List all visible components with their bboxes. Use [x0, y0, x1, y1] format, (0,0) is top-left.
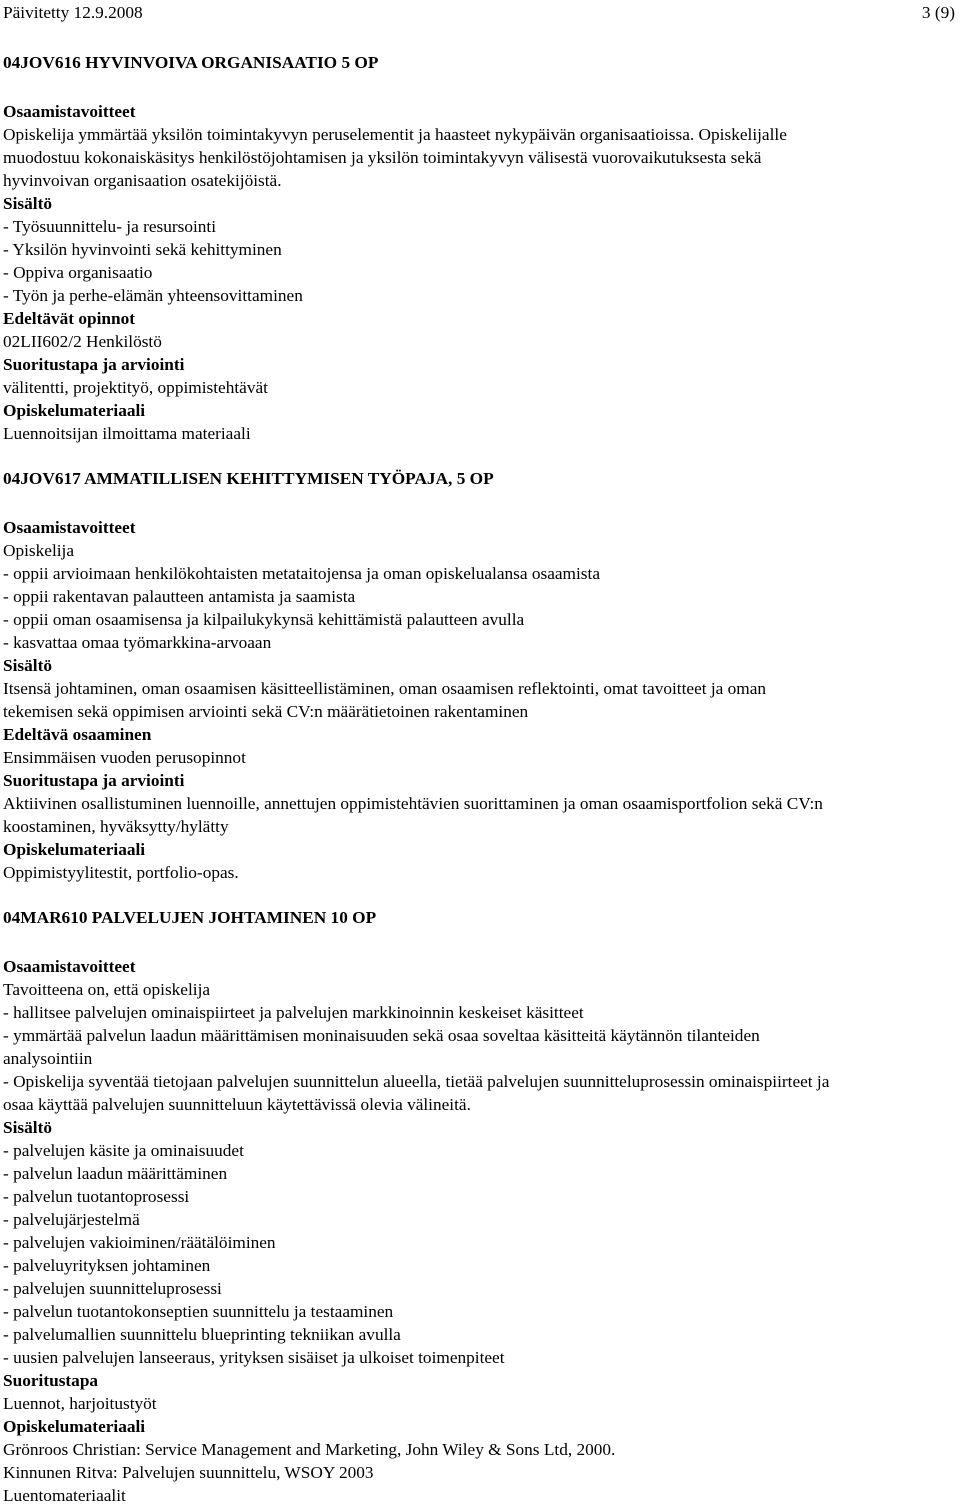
materials-text: Oppimistyylitestit, portfolio-opas.	[3, 863, 239, 882]
goals-line: - oppii rakentavan palautteen antamista ja saamista	[3, 587, 356, 606]
content-item: - palvelun tuotantokonseptien suunnittelu ja testaaminen	[3, 1302, 394, 1321]
prerequisites-heading: Edeltävä osaaminen	[3, 725, 152, 744]
content-line: tekemisen sekä oppimisen arviointi sekä CV:n määrätietoinen rakentaminen	[3, 702, 529, 721]
goals-heading: Osaamistavoitteet	[3, 518, 136, 537]
goals-line: - kasvattaa omaa työmarkkina-arvoaan	[3, 633, 272, 652]
content-item: - palvelujen suunnitteluprosessi	[3, 1279, 222, 1298]
materials-heading: Opiskelumateriaali	[3, 401, 146, 420]
course-section-mar610	[3, 905, 955, 1507]
content-item: - uusien palvelujen lanseeraus, yrityksen sisäiset ja ulkoiset toimenpiteet	[3, 1348, 505, 1367]
goals-line: - oppii arvioimaan henkilökohtaisten metataitojensa ja oman opiskelualansa osaamista	[3, 564, 600, 583]
materials-heading: Opiskelumateriaali	[3, 840, 146, 859]
goals-line: Opiskelija	[3, 541, 75, 560]
assessment-text: välitentti, projektityö, oppimistehtävät	[3, 378, 268, 397]
materials-text: Luennoitsijan ilmoittama materiaali	[3, 424, 251, 443]
content-line: Itsensä johtaminen, oman osaamisen käsitteellistäminen, oman osaamisen reflektointi, omat tavoitteet ja oman	[3, 679, 767, 698]
materials-item: Luentomateriaalit	[3, 1486, 126, 1505]
content-item: - palvelumallien suunnittelu blueprinting tekniikan avulla	[3, 1325, 401, 1344]
method-heading: Suoritustapa	[3, 1371, 99, 1390]
course-title: 04MAR610 PALVELUJEN JOHTAMINEN 10 OP	[3, 908, 377, 927]
materials-heading: Opiskelumateriaali	[3, 1417, 146, 1436]
document-page	[3, 0, 955, 1507]
content-item: - Yksilön hyvinvointi sekä kehittyminen	[3, 240, 282, 259]
page-header	[3, 0, 955, 26]
updated-date: Päivitetty 12.9.2008	[3, 3, 143, 22]
goals-line: Opiskelija ymmärtää yksilön toimintakyvyn peruselementit ja haasteet nykypäivän organisaatioissa. Opiskelijalle	[3, 125, 787, 144]
prerequisites-heading: Edeltävät opinnot	[3, 309, 136, 328]
course-title: 04JOV617 AMMATILLISEN KEHITTYMISEN TYÖPAJA, 5 OP	[3, 469, 494, 488]
goals-heading: Osaamistavoitteet	[3, 102, 136, 121]
content-item: - palvelun tuotantoprosessi	[3, 1187, 190, 1206]
content-item: - palvelun laadun määrittäminen	[3, 1164, 228, 1183]
prerequisites-text: Ensimmäisen vuoden perusopinnot	[3, 748, 246, 767]
goals-line: - hallitsee palvelujen ominaispiirteet ja palvelujen markkinoinnin keskeiset käsitteet	[3, 1003, 584, 1022]
assessment-heading: Suoritustapa ja arviointi	[3, 771, 185, 790]
content-item: - Oppiva organisaatio	[3, 263, 153, 282]
content-item: - Työsuunnittelu- ja resursointi	[3, 217, 217, 236]
goals-line: osaa käyttää palvelujen suunnitteluun käytettävissä olevia välineitä.	[3, 1095, 471, 1114]
content-heading: Sisältö	[3, 1118, 52, 1137]
content-item: - Työn ja perhe-elämän yhteensovittaminen	[3, 286, 303, 305]
assessment-heading: Suoritustapa ja arviointi	[3, 355, 185, 374]
content-item: - palvelujen vakioiminen/räätälöiminen	[3, 1233, 276, 1252]
goals-heading: Osaamistavoitteet	[3, 957, 136, 976]
content-item: - palvelujärjestelmä	[3, 1210, 140, 1229]
materials-item: Grönroos Christian: Service Management and Marketing, John Wiley & Sons Ltd, 2000.	[3, 1440, 616, 1459]
goals-line: Tavoitteena on, että opiskelija	[3, 980, 211, 999]
goals-line: - Opiskelija syventää tietojaan palvelujen suunnittelun alueella, tietää palvelujen suunnitteluprosessin ominaispiirteet ja	[3, 1072, 830, 1091]
page-number: 3 (9)	[921, 3, 955, 22]
course-section-jov616	[3, 50, 955, 445]
content-heading: Sisältö	[3, 656, 52, 675]
course-section-jov617	[3, 466, 955, 884]
goals-line: muodostuu kokonaiskäsitys henkilöstöjohtamisen ja yksilön toimintakyvyn välisestä vuorovaikutuksesta sekä	[3, 148, 762, 167]
content-heading: Sisältö	[3, 194, 52, 213]
goals-line: - ymmärtää palvelun laadun määrittämisen moninaisuuden sekä osaa soveltaa käsitteitä käytännön tilanteiden	[3, 1026, 760, 1045]
assessment-line: Aktiivinen osallistuminen luennoille, annettujen oppimistehtävien suorittaminen ja oman osaamisportfolion sekä CV:n	[3, 794, 823, 813]
assessment-line: koostaminen, hyväksytty/hylätty	[3, 817, 229, 836]
prerequisites-text: 02LII602/2 Henkilöstö	[3, 332, 162, 351]
method-text: Luennot, harjoitustyöt	[3, 1394, 157, 1413]
content-item: - palvelujen käsite ja ominaisuudet	[3, 1141, 244, 1160]
materials-item: Kinnunen Ritva: Palvelujen suunnittelu, WSOY 2003	[3, 1463, 374, 1482]
goals-line: analysointiin	[3, 1049, 93, 1068]
goals-line: - oppii oman osaamisensa ja kilpailukykynsä kehittämistä palautteen avulla	[3, 610, 525, 629]
goals-line: hyvinvoivan organisaation osatekijöistä.	[3, 171, 282, 190]
content-item: - palveluyrityksen johtaminen	[3, 1256, 211, 1275]
course-title: 04JOV616 HYVINVOIVA ORGANISAATIO 5 OP	[3, 53, 379, 72]
